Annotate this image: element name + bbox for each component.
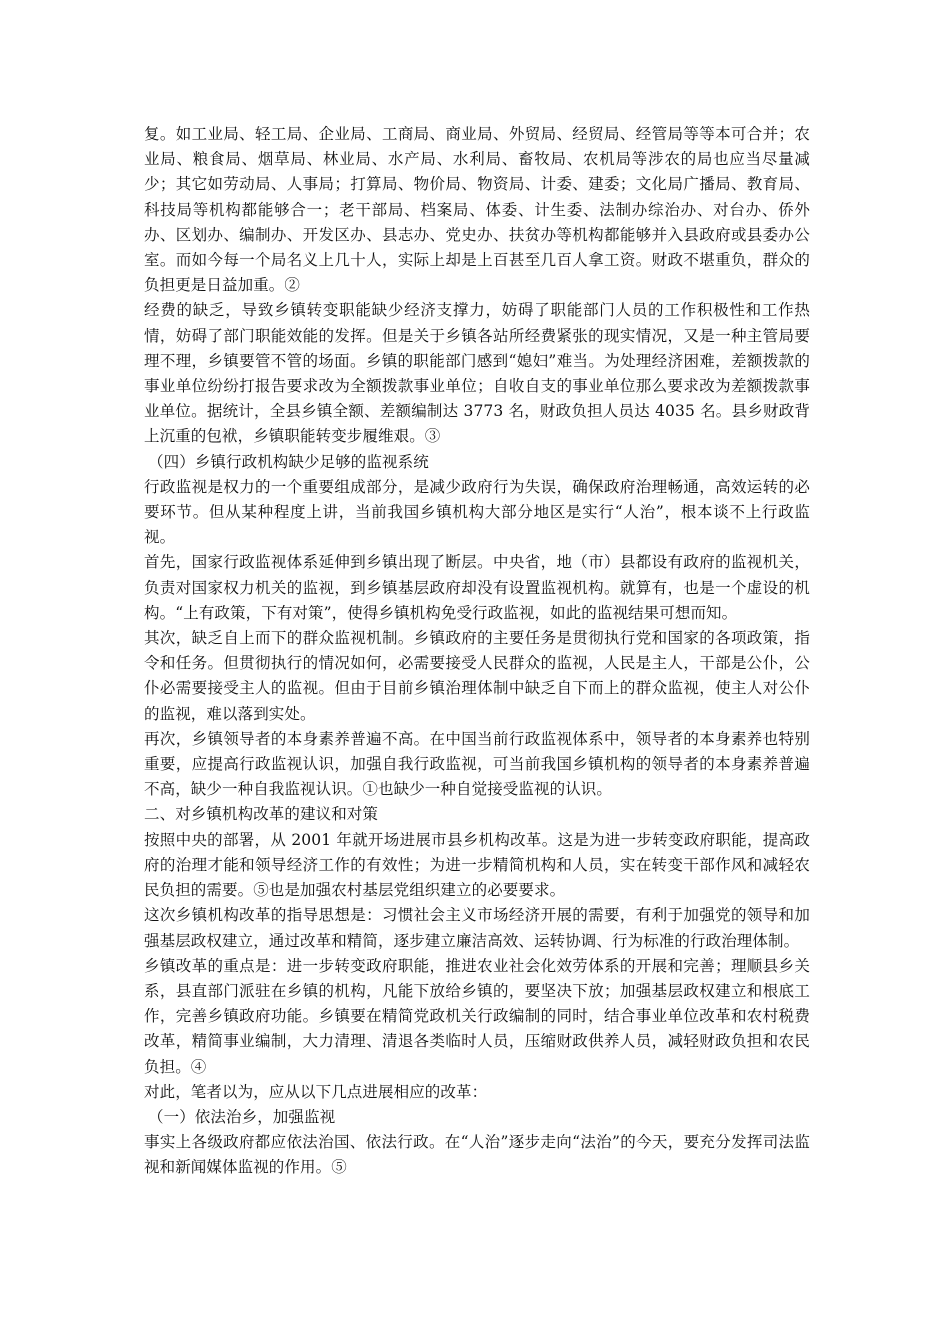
paragraph-1: 复。如工业局、轻工局、企业局、工商局、商业局、外贸局、经贸局、经管局等等本可合并；农业局、粮食局、烟草局、林业局、水产局、水利局、畜牧局、农机局等涉农的局也应当尽量减少；其它如劳动局、人事局；打算局、物价局、物资局、计委、建委；文化局广播局、教育局、科技局等机构都能够合一；老干部局、档案局、体委、计生委、法制办综治办、对台办、侨外办、区划办、编制办、开发区办、县志办、党史办、扶贫办等机构都能够并入县政府或县委办公室。而如今每一个局名义上几十人，实际上却是上百甚至几百人拿工资。财政不堪重负，群众的负担更是日益加重。② xyxy=(144,125,810,295)
paragraph-3: 行政监视是权力的一个重要组成部分，是减少政府行为失误，确保政府治理畅通，高效运转的必要环节。但从某种程度上讲，当前我国乡镇机构大部分地区是实行“人治”，根本谈不上行政监视。 xyxy=(144,477,810,547)
section-heading-2: 二、对乡镇机构改革的建议和对策 xyxy=(144,805,379,824)
document-body xyxy=(144,122,810,1181)
paragraph-10: 对此，笔者以为，应从以下几点进展相应的改革： xyxy=(144,1082,488,1101)
paragraph-4: 首先，国家行政监视体系延伸到乡镇出现了断层。中央省，地（市）县都设有政府的监视机关，负责对国家权力机关的监视，到乡镇基层政府却没有设置监视机构。就算有，也是一个虚设的机构。“上有政策，下有对策”，使得乡镇机构免受行政监视，如此的监视结果可想而知。 xyxy=(144,553,810,622)
paragraph-6: 再次，乡镇领导者的本身素养普遍不高。在中国当前行政监视体系中，领导者的本身素养也特别重要，应提高行政监视认识，加强自我行政监视，可当前我国乡镇机构的领导者的本身素养普遍不高，缺少一种自我监视认识。①也缺少一种自觉接受监视的认识。 xyxy=(144,729,810,799)
paragraph-11: 事实上各级政府都应依法治国、依法行政。在“人治”逐步走向“法治”的今天，要充分发挥司法监视和新闻媒体监视的作用。⑤ xyxy=(144,1133,810,1177)
section-heading-4: （四）乡镇行政机构缺少足够的监视系统 xyxy=(148,452,429,471)
section-heading-1: （一）依法治乡，加强监视 xyxy=(148,1107,336,1126)
paragraph-7: 按照中央的部署，从 2001 年就开场进展市县乡机构改革。这是为进一步转变政府职能，提高政府的治理才能和领导经济工作的有效性；为进一步精简机构和人员，实在转变干部作风和减轻农民负担的需要。⑤也是加强农村基层党组织建立的必要要求。 xyxy=(144,830,810,900)
paragraph-8: 这次乡镇机构改革的指导思想是：习惯社会主义市场经济开展的需要，有利于加强党的领导和加强基层政权建立，通过改革和精简，逐步建立廉洁高效、运转协调、行为标准的行政治理体制。 xyxy=(144,906,810,950)
paragraph-5: 其次，缺乏自上而下的群众监视机制。乡镇政府的主要任务是贯彻执行党和国家的各项政策，指令和任务。但贯彻执行的情况如何，必需要接受人民群众的监视，人民是主人，干部是公仆，公仆必需要接受主人的监视。但由于目前乡镇治理体制中缺乏自下而上的群众监视，使主人对公仆的监视，难以落到实处。 xyxy=(144,629,810,723)
paragraph-2: 经费的缺乏，导致乡镇转变职能缺少经济支撑力，妨碍了职能部门人员的工作积极性和工作热情，妨碍了部门职能效能的发挥。但是关于乡镇各站所经费紧张的现实情况，又是一种主管局要理不理，乡镇要管不管的场面。乡镇的职能部门感到“媳妇”难当。为处理经济困难，差额拨款的事业单位纷纷打报告要求改为全额拨款事业单位；自收自支的事业单位那么要求改为差额拨款事业单位。据统计，全县乡镇全额、差额编制达 3773 名，财政负担人员达 4035 名。县乡财政背上沉重的包袱，乡镇职能转变步履维艰。③ xyxy=(144,301,810,446)
paragraph-9: 乡镇改革的重点是：进一步转变政府职能，推进农业社会化效劳体系的开展和完善；理顺县乡关系，县直部门派驻在乡镇的机构，凡能下放给乡镇的，要坚决下放；加强基层政权建立和根底工作，完善乡镇政府功能。乡镇要在精简党政机关行政编制的同时，结合事业单位改革和农村税费改革，精简事业编制，大力清理、清退各类临时人员，压缩财政供养人员，减轻财政负担和农民负担。④ xyxy=(144,956,810,1076)
